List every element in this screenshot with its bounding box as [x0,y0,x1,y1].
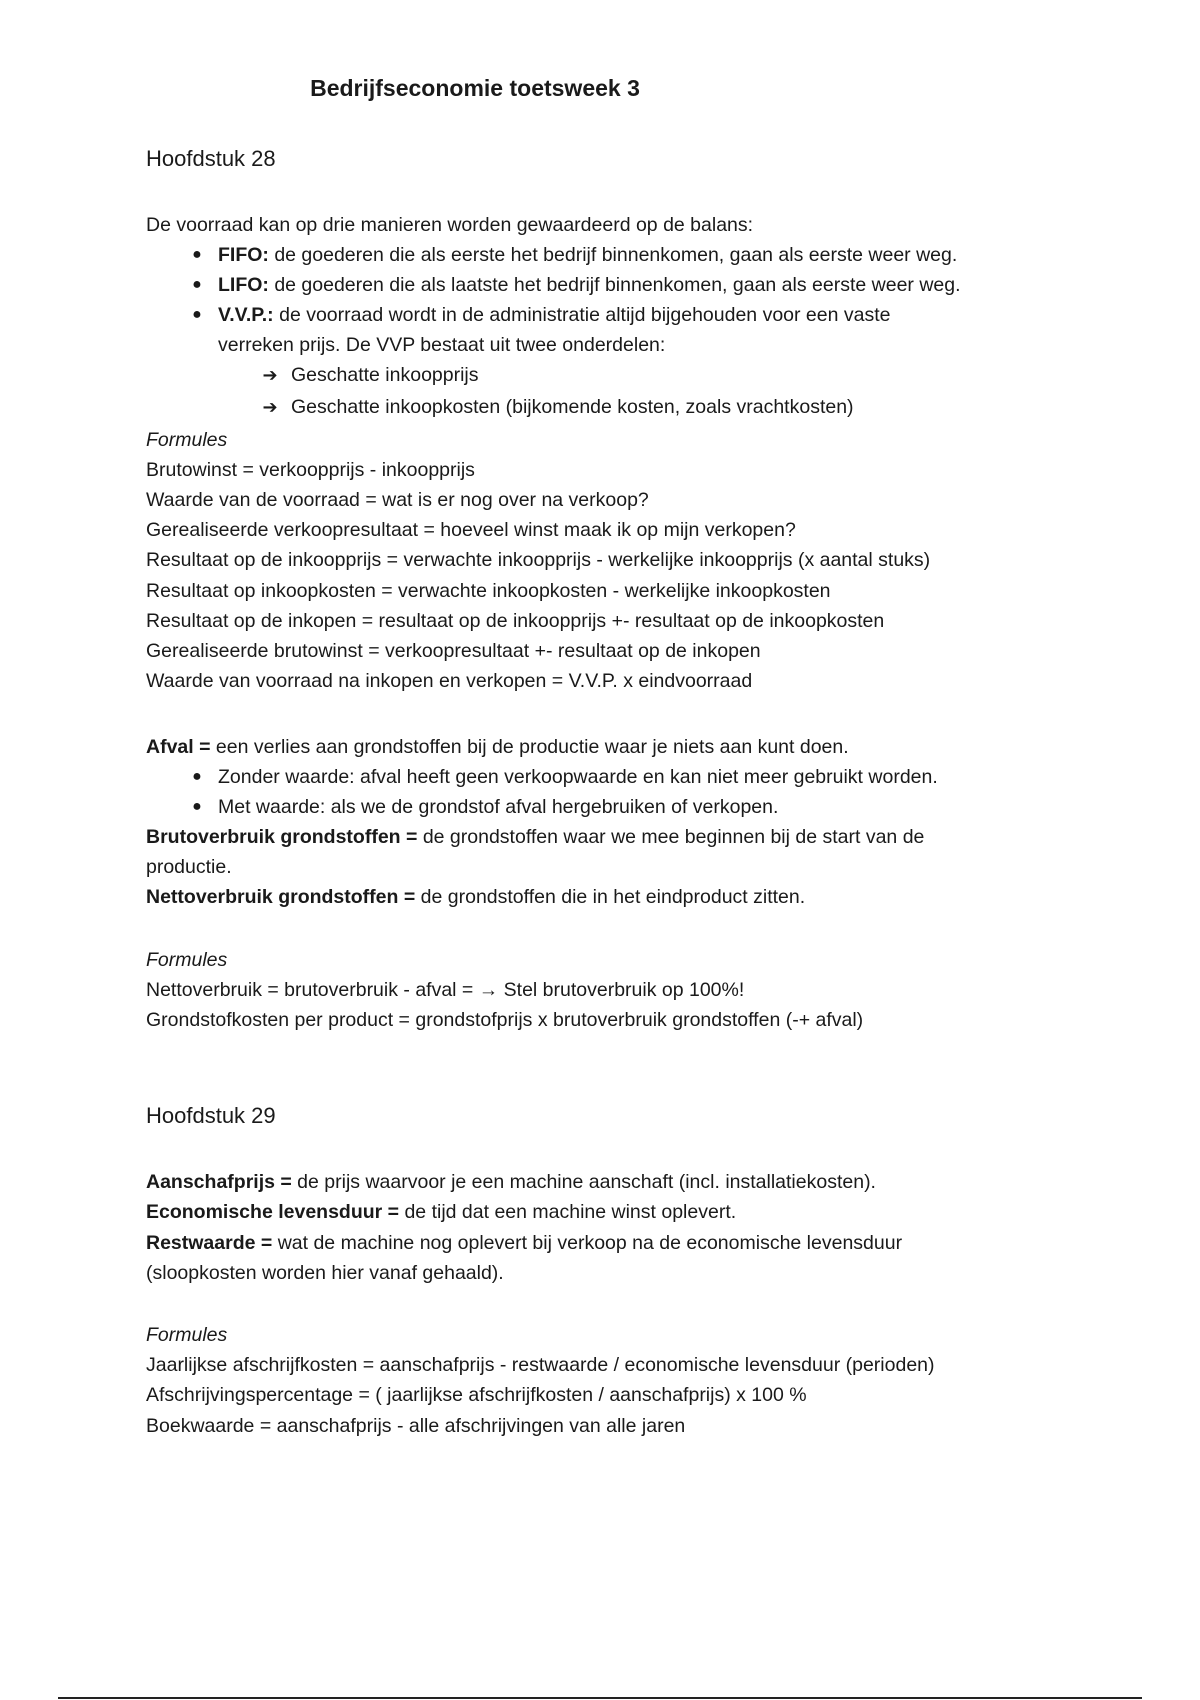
formula-line: Waarde van voorraad na inkopen en verkopen = V.V.P. x eindvoorraad [146,670,753,692]
bullet-icon: ● [192,246,202,263]
formula-line: Nettoverbruik = brutoverbruik - afval = → Stel brutoverbruik op 100%! [146,979,745,1001]
formula-line: Boekwaarde = aanschafprijs - alle afschrijvingen van alle jaren [146,1415,686,1437]
formula-line: Brutowinst = verkoopprijs - inkoopprijs [146,459,475,481]
sub-item: ➔ Geschatte inkoopprijs [291,360,479,390]
restwaarde-definition [146,1228,902,1258]
formula-line: Resultaat op de inkoopprijs = verwachte inkoopprijs - werkelijke inkoopprijs (x aantal stuks) [146,549,931,571]
formula-line: Afschrijvingspercentage = ( jaarlijkse afschrijfkosten / aanschafprijs) x 100 % [146,1384,807,1406]
definition-term: Economische levensduur = [146,1201,400,1223]
bullet-text: de voorraad wordt in de administratie altijd bijgehouden voor een vaste [273,304,891,326]
formula-line: Resultaat op de inkopen = resultaat op de inkoopprijs +- resultaat op de inkoopkosten [146,610,885,632]
afval-bullet: ● Zonder waarde: afval heeft geen verkoopwaarde en kan niet meer gebruikt worden. [218,762,938,792]
definition-text: wat de machine nog oplevert bij verkoop na de economische levensduur [272,1232,903,1254]
formula-line: Waarde van de voorraad = wat is er nog over na verkoop? [146,489,649,511]
bullet-term: LIFO: [218,274,269,296]
page-bottom-rule [58,1697,1142,1699]
stock-valuation-intro: De voorraad kan op drie manieren worden gewaardeerd op de balans: [146,214,754,236]
bullet-vvp [192,300,891,330]
chapter-28-heading: Hoofdstuk 28 [146,146,276,171]
aanschafprijs-definition [146,1167,876,1197]
brutoverbruik-definition [146,822,924,852]
definition-text: de prijs waarvoor je een machine aanschaft (incl. installatiekosten). [291,1171,876,1193]
afval-bullet: ● Met waarde: als we de grondstof afval hergebruiken of verkopen. [218,792,778,822]
levensduur-definition [146,1197,736,1227]
bullet-text: de goederen die als eerste het bedrijf binnenkomen, gaan als eerste weer weg. [268,244,958,266]
definition-term: Aanschafprijs = [146,1171,292,1193]
bullet-fifo [192,240,958,270]
definition-term: Nettoverbruik grondstoffen = [146,886,416,908]
sub-item: ➔ Geschatte inkoopkosten (bijkomende kosten, zoals vrachtkosten) [291,392,854,422]
definition-text: de grondstoffen waar we mee beginnen bij de start van de [417,826,925,848]
afval-definition [146,732,849,762]
bullet-icon: ● [192,798,202,815]
formulas-label: Formules [146,949,228,971]
arrow-right-icon: ➔ [262,365,278,385]
restwaarde-continued: (sloopkosten worden hier vanaf gehaald). [146,1262,504,1284]
formula-line: Jaarlijkse afschrijfkosten = aanschafprijs - restwaarde / economische levensduur (perioden) [146,1354,935,1376]
nettoverbruik-definition [146,882,805,912]
formula-line: Gerealiseerde brutowinst = verkoopresultaat +- resultaat op de inkopen [146,640,761,662]
definition-text: een verlies aan grondstoffen bij de productie waar je niets aan kunt doen. [210,736,849,758]
formulas-label: Formules [146,429,228,451]
bullet-text: de goederen die als laatste het bedrijf binnenkomen, gaan als eerste weer weg. [268,274,961,296]
formulas-label: Formules [146,1324,228,1346]
bullet-term: V.V.P.: [218,304,274,326]
definition-text: de grondstoffen die in het eindproduct zitten. [415,886,806,908]
definition-text: de tijd dat een machine winst oplevert. [399,1201,737,1223]
bullet-icon: ● [192,276,202,293]
formula-line: Grondstofkosten per product = grondstofprijs x brutoverbruik grondstoffen (-+ afval) [146,1009,864,1031]
formula-line: Gerealiseerde verkoopresultaat = hoeveel winst maak ik op mijn verkopen? [146,519,796,541]
brutoverbruik-continued: productie. [146,856,232,878]
bullet-term: FIFO: [218,244,269,266]
formula-line: Resultaat op inkoopkosten = verwachte inkoopkosten - werkelijke inkoopkosten [146,580,831,602]
arrow-right-icon: ➔ [262,397,278,417]
definition-term: Afval = [146,736,211,758]
definition-term: Restwaarde = [146,1232,273,1254]
bullet-icon: ● [192,768,202,785]
definition-term: Brutoverbruik grondstoffen = [146,826,418,848]
bullet-lifo [192,270,961,300]
chapter-29-heading: Hoofdstuk 29 [146,1103,276,1128]
bullet-icon: ● [192,306,202,323]
document-title: Bedrijfseconomie toetsweek 3 [310,75,640,101]
bullet-vvp-continued: verreken prijs. De VVP bestaat uit twee onderdelen: [218,334,666,356]
